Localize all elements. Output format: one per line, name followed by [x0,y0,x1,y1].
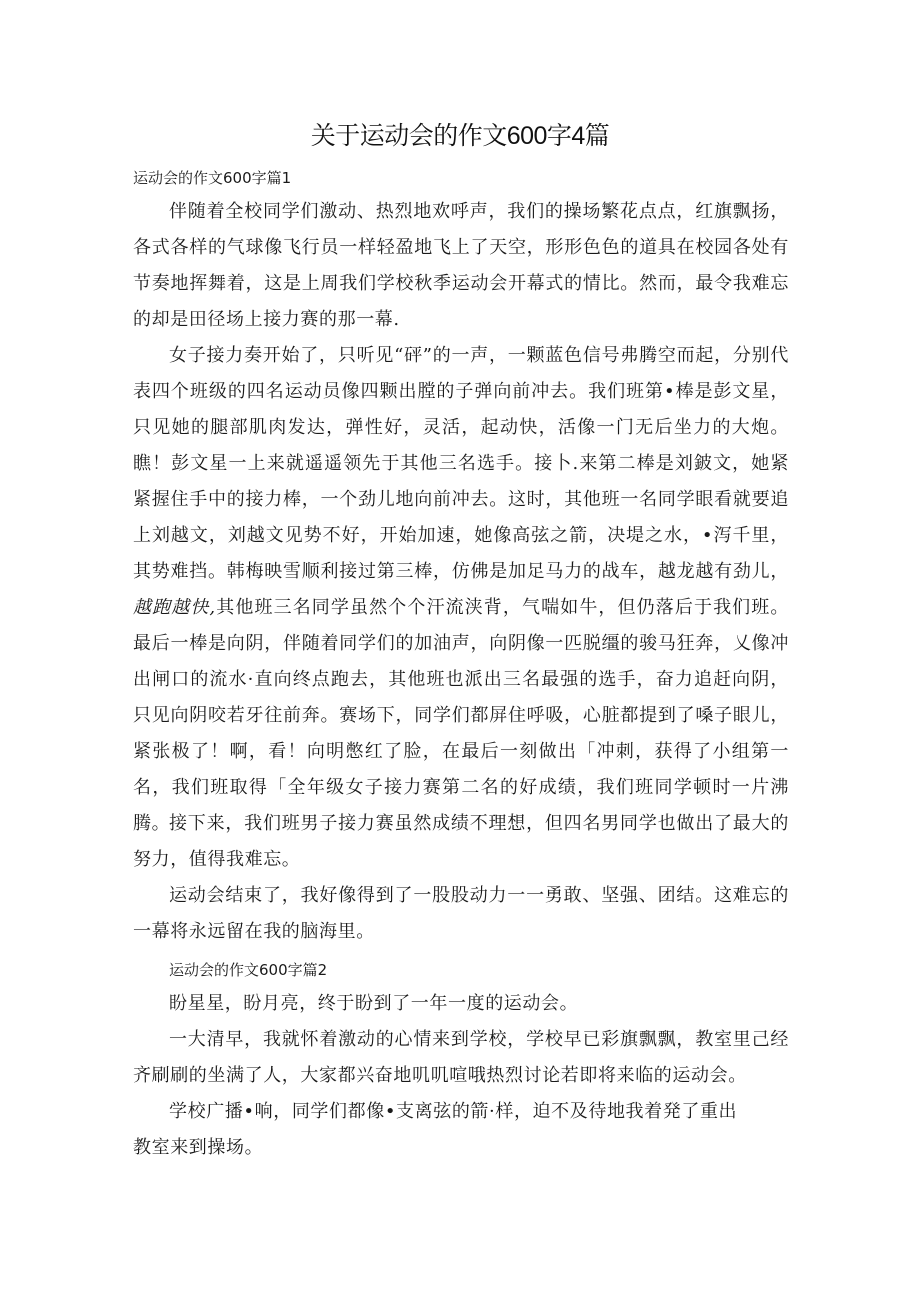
paragraph: 一大清早，我就怀着激动的心情来到学校，学校早已彩旗飘飘，教室里己经齐刷刷的坐满了人，大家都兴奋地叽叽喧哦热烈讨论若即将来临的运动会。 [133,1029,789,1086]
section-heading-2: 运动会的作文600字篇2 [169,961,328,979]
paragraph [133,1094,789,1166]
paragraph-text: 其他班三名同学虽然个个汗流浃背，气喘如牛，但仍落后于我们班。最后一棒是向阴，伴随着同学们的加油声，向阴像一匹脱缰的骏马狂奔，乂像冲出闸口的流水·直向终点跑去，其他班也派出三名最强的选手，奋力追赶向阴，只见向阴咬若牙往前奔。赛场下，同学们都屏住呼吸，心脏都提到了嗓子眼儿，紧张极了！啊，看！向明憋红了脸，在最后一刻做出「冲刺，获得了小组第一名，我们班取得「全年级女子接力赛第二名的好成绩，我们班同学顿时一片沸腾。 [133,597,789,834]
paragraph-line: 教室来到操场。 [133,1137,264,1158]
paragraph: 盼星星，盼月亮，终于盼到了一年一度的运动会。 [169,993,579,1014]
document-title: 关于运动会的作文600字4篇 [310,122,610,150]
paragraph-line: 学校广播•响，同学们都像•支离弦的箭·样，迫不及待地我着発了重出 [169,1101,738,1122]
paragraph: 伴随着全校同学们激动、热烈地欢呼声，我们的操场繁花点点，红旗飘扬，各式各样的气球像飞行员一样轻盈地飞上了天空，形形色色的道具在校园各处有节奏地挥舞着，这是上周我们学校秋季运动会开幕式的情比。然而，最令我难忘的却是田径场上接力赛的那一幕. [133,201,789,330]
section-heading-1: 运动会的作文600字篇1 [133,169,292,187]
paragraph: 接下来，我们班男子接力赛虽然成绩不理想，但四名男同学也做出了最大的努力，值得我难忘。 [133,813,789,870]
paragraph: 运动会结束了，我好像得到了一股股动力一一勇敢、坚强、团结。这难忘的一幕将永远留在我的脑海里。 [133,885,789,942]
paragraph [133,338,789,842]
paragraph-text: 女子接力奏开始了，只听见“砰”的一声，一颗蓝色信号弗腾空而起，分别代表四个班级的四名运动员像四颗出膛的子弹向前冲去。我们班第•棒是彭文星，只见她的腿部肌肉发达，弹性好，灵活，起动快，活像一门无后坐力的大炮。瞧！彭文星一上来就遥遥领先于其他三名选手。接卜.来第二棒是刘鈹文，她紧紧握住手中的接力棒，一个劲儿地向前冲去。这时，其他班一名同学眼看就要追上刘越文，刘越文见势不好，开始加速，她像高弦之箭，决堤之水，•泻千里，其势难挡。韩梅映雪顺利接过第三棒，仿佛是加足马力的战车，越龙越有劲儿， [133,345,789,582]
italic-text: 越跑越快, [133,597,216,618]
